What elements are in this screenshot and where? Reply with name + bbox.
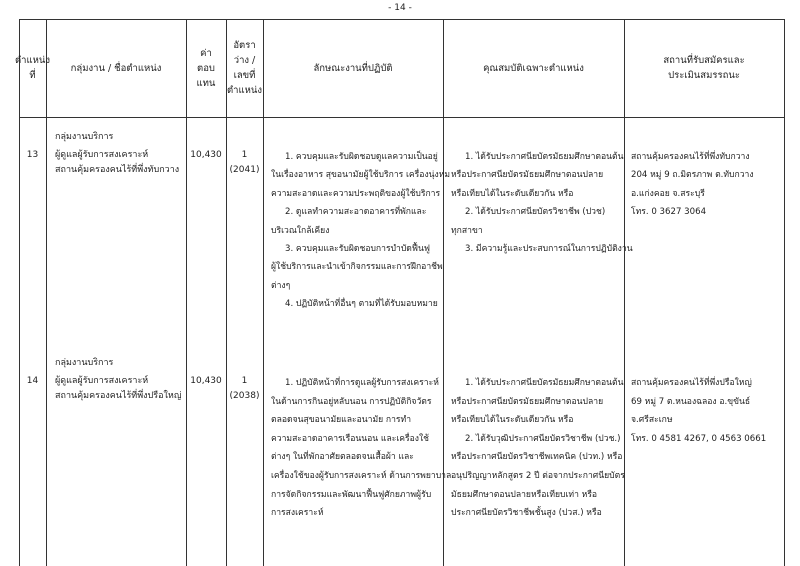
row-14-qualifications: 1. ได้รับประกาศนียบัตรมัธยมศึกษาตอนต้น หรือประกาศนียบัตรมัธยมศึกษาตอนปลาย หรือเทียบได้ในระดับเดียวกัน หรือ 2. ได้รับวุฒิประกาศนียบัตรวิชาชีพ (ปวช.) หรือประกาศนียบัตรวิชาชีพเทคนิค (ปวท.) หรือ อนุปริญญาหลักสูตร 2 ปี ต่อจากประกาศนียบัตร มัธยมศึกษาตอนปลายหรือเทียบเท่า หรือ ประกาศนียบัตรวิชาชีพชั้นสูง (ปวส.) หรือ xyxy=(451,378,625,519)
row-14-rate: 1 (2038) xyxy=(229,376,260,401)
header-rate-no: อัตรา ว่าง / เลขที่ ตำแหน่ง xyxy=(226,40,263,96)
row-13-duties: 1. ควบคุมและรับผิดชอบดูแลความเป็นอยู่ ในเรื่องอาหาร สุขอนามัยผู้ใช้บริการ เครื่องนุ่งห่ม ความสะอาดและความประพฤติของผู้ใช้บริการ 2. ดูแลทำความสะอาดอาคารที่พักและ บริเวณใกล้เคียง 3. ควบคุมและรับผิดชอบการบำบัดฟื้นฟู ผู้ใช้บริการและนำเข้ากิจกรรมและการฝึกอาชีพ ต่างๆ 4. ปฏิบัติหน้าที่อื่นๆ ตามที่ได้รับมอบหมาย xyxy=(271,152,451,310)
row-13-title: ผู้ดูแลผู้รับการสงเคราะห์ สถานคุ้มครองคนไร้ที่พึ่งทับกวาง xyxy=(55,150,180,175)
header-duties: ลักษณะงานที่ปฏิบัติ xyxy=(313,62,393,74)
row-14-no: 14 xyxy=(26,376,39,386)
header-group-name: กลุ่มงาน / ชื่อตำแหน่ง xyxy=(70,62,162,74)
row-14-title: ผู้ดูแลผู้รับการสงเคราะห์ สถานคุ้มครองคนไร้ที่พึ่งปรือใหญ่ xyxy=(55,376,182,401)
row-14-salary: 10,430 xyxy=(190,376,222,386)
row-13-qualifications: 1. ได้รับประกาศนียบัตรมัธยมศึกษาตอนต้น หรือประกาศนียบัตรมัธยมศึกษาตอนปลาย หรือเทียบได้ในระดับเดียวกัน หรือ 2. ได้รับประกาศนียบัตรวิชาชีพ (ปวช) ทุกสาขา 3. มีความรู้และประสบการณ์ในการปฏิบัติงาน xyxy=(451,152,633,255)
col-divider xyxy=(784,19,785,566)
page-number: - 14 - xyxy=(388,3,412,13)
row-13-location: สถานคุ้มครองคนไร้ที่พึ่งทับกวาง 204 หมู่ 9 ถ.มิตรภาพ ต.ทับกวาง อ.แก่งคอย จ.สระบุรี โทร. 0 3627 3064 xyxy=(631,152,754,218)
row-13-salary: 10,430 xyxy=(190,150,222,160)
position-table xyxy=(14,19,785,566)
row-13-rate: 1 (2041) xyxy=(229,150,260,175)
header-qualifications: คุณสมบัติเฉพาะตำแหน่ง xyxy=(483,62,584,74)
row-14-duties: 1. ปฏิบัติหน้าที่การดูแลผู้รับการสงเคราะห์ ในด้านการกินอยู่หลับนอน การปฏิบัติกิจวัตร ตลอดจนสุขอนามัยและอนามัย การทำ ความสะอาดอาคารเรือนนอน และเครื่องใช้ ต่างๆ ในที่พักอาศัยตลอดจนเสื้อผ้า และ เครื่องใช้ของผู้รับการสงเคราะห์ ด้านการพยาบาล การจัดกิจกรรมและพัฒนาฟื้นฟูศักยภาพผู้รับ การสงเคราะห์ xyxy=(271,378,452,519)
row-13-no: 13 xyxy=(26,150,39,160)
row-14-location: สถานคุ้มครองคนไร้ที่พึ่งปรือใหญ่ 69 หมู่ 7 ต.หนองฉลอง อ.ขุขันธ์ จ.ศรีสะเกษ โทร. 0 4581 4267, 0 4563 0661 xyxy=(631,378,767,444)
row-14-group: กลุ่มงานบริการ xyxy=(55,358,114,368)
header-position-no: ตำแหน่ง ที่ xyxy=(14,55,51,81)
header-location: สถานที่รับสมัครและ ประเมินสมรรถนะ xyxy=(663,55,745,81)
row-13-group: กลุ่มงานบริการ xyxy=(55,132,114,142)
header-salary: ค่า ตอบ แทน xyxy=(196,47,216,89)
header-bottom-border xyxy=(19,117,785,118)
